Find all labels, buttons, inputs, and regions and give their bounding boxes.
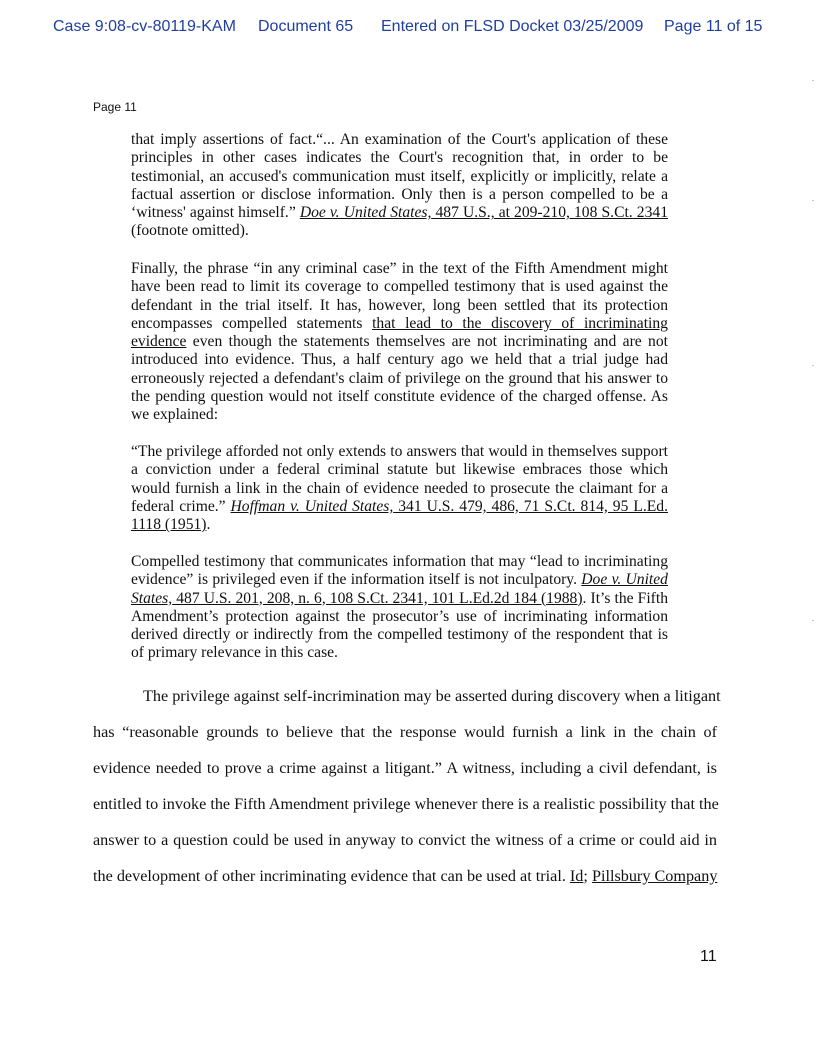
- block-quote-4: [131, 553, 668, 663]
- underlined-phrase: that lead to the discovery of incriminating evidence: [131, 314, 668, 351]
- case-citation-reporter: 487 U.S. 201, 208, n. 6, 108 S.Ct. 2341, 101 L.Ed.2d 184 (1988): [172, 589, 583, 607]
- quote-text: Compelled testimony that communicates information that may “lead to incriminating evidence” is privileged even if the information itself is not inculpatory.: [131, 553, 668, 589]
- quote-text: that imply assertions of fact.“... An examination of the Court's application of these principles in other cases indicates the Court's recognition that, in order to be testimonial, an accused's communication must itself, explicitly or implicitly, relate a factual assertion or disclose information. Only then is a person compelled to be a ‘witness' against himself.”: [131, 131, 668, 222]
- id-citation: Id: [569, 867, 584, 885]
- quote-text: Finally, the phrase “in any criminal case” in the text of the Fifth Amendment might have been read to limit its coverage to compelled testimony that is used against the defendant in the trial itself. It has, however, long been settled that its protection encompasses compelled statements: [131, 260, 668, 332]
- quote-text: . It’s the Fifth Amendment’s protection against the prosecutor’s use of incriminating information derived directly or indirectly from the compelled testimony of the respondent that is of primary relevance in this case.: [131, 589, 668, 662]
- case-citation: Pillsbury Company: [591, 867, 718, 885]
- scan-edge-mark: [812, 200, 814, 201]
- case-citation-name: Doe v. United States,: [299, 204, 432, 222]
- page-of-total: Page 11 of 15: [664, 18, 763, 35]
- page-label: Page 11: [93, 100, 137, 114]
- quote-text: (footnote omitted).: [131, 222, 249, 240]
- block-quote-2: [131, 260, 668, 425]
- block-quote-1: [131, 131, 668, 241]
- quote-text: “The privilege afforded not only extends to answers that would in themselves support a conviction under a federal criminal statute but likewise embraces those which would furnish a link in the chain of evidence needed to prosecute the claimant for a federal crime.”: [131, 443, 668, 515]
- docket-header: [0, 16, 816, 40]
- scan-edge-mark: [812, 80, 814, 81]
- body-line: has “reasonable grounds to believe that the response would furnish a link in the chain of: [93, 723, 717, 741]
- quote-text: even though the statements themselves are not incriminating and are not introduced into evidence. Thus, a half century ago we held that a trial judge had erroneously rejected a defendant's claim of privilege on the ground that his answer to the pending question would not itself constitute evidence of the charged offense. As we explained:: [131, 333, 668, 424]
- body-line: entitled to invoke the Fifth Amendment privilege whenever there is a realistic possibility that the: [93, 795, 719, 813]
- case-number: Case 9:08-cv-80119-KAM: [53, 18, 236, 35]
- page-number: 11: [700, 948, 717, 965]
- body-text: the development of other incriminating evidence that can be used at trial.: [93, 867, 570, 885]
- scan-edge-mark: [812, 620, 814, 621]
- case-citation-name: Hoffman v. United States,: [230, 497, 394, 515]
- body-line: evidence needed to prove a crime against a litigant.” A witness, including a civil defendant, is: [93, 759, 717, 777]
- block-quote-3: [131, 443, 668, 534]
- body-line: [93, 866, 717, 886]
- case-citation-reporter: 341 U.S. 479, 486, 71 S.Ct. 814, 95 L.Ed. 1118 (1951): [131, 497, 668, 534]
- scan-edge-mark: [812, 365, 814, 366]
- quote-text: .: [206, 516, 211, 534]
- case-citation-reporter: 487 U.S., at 209-210, 108 S.Ct. 2341: [431, 204, 668, 222]
- case-citation-name: Doe v. United States,: [131, 571, 668, 607]
- docket-entry-date: Entered on FLSD Docket 03/25/2009: [381, 18, 644, 35]
- body-line: answer to a question could be used in anyway to convict the witness of a crime or could aid in: [93, 831, 717, 849]
- body-text: ;: [583, 867, 592, 885]
- body-line: The privilege against self-incrimination may be asserted during discovery when a litigant: [143, 687, 721, 705]
- document-number: Document 65: [258, 18, 354, 35]
